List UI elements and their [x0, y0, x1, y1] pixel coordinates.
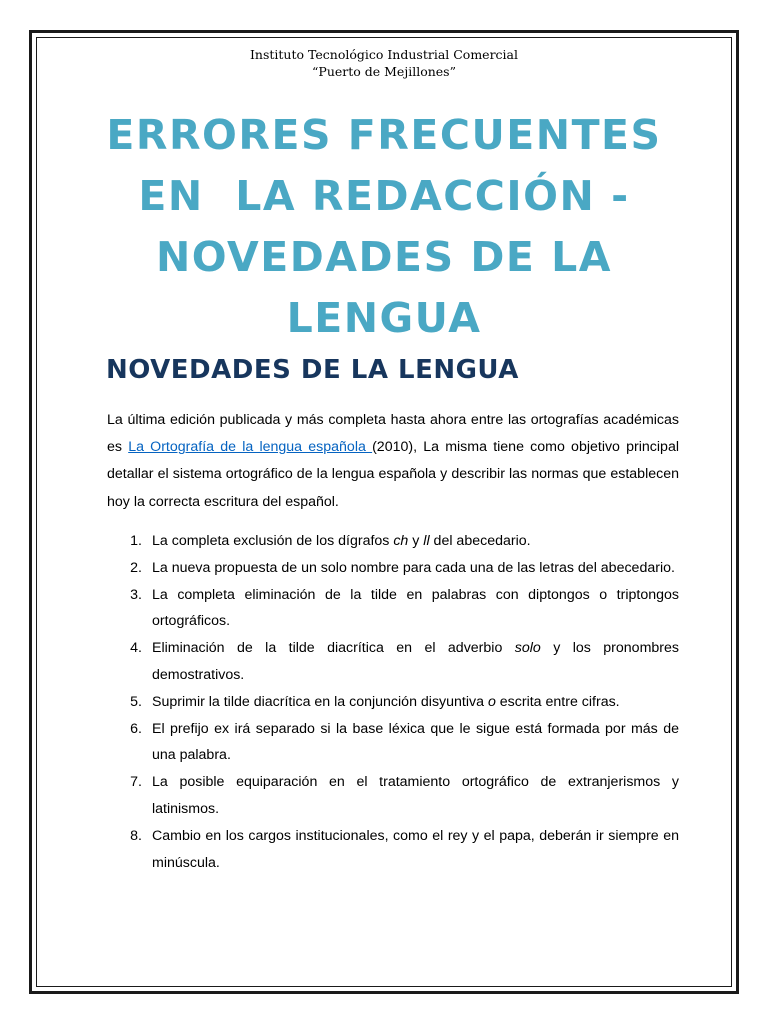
- item-text: La nueva propuesta de un solo nombre para cada una de las letras del abecedario.: [152, 559, 675, 576]
- item-text: Cambio en los cargos institucionales, como el rey y el papa, deberán ir siempre en minúscula.: [152, 827, 679, 871]
- document-title: [80, 105, 688, 349]
- item-number: 2.: [130, 559, 142, 576]
- item-emphasis: ll: [423, 533, 430, 549]
- intro-text: La última edición publicada y más completa hasta ahora entre las ortografías académicas es: [107, 412, 679, 456]
- item-emphasis: ch: [393, 533, 409, 549]
- list-item: [107, 555, 679, 582]
- item-text: Eliminación de la tilde diacrítica en el adverbio: [152, 640, 515, 657]
- item-emphasis: solo: [514, 640, 541, 657]
- item-text: La completa exclusión de los dígrafos: [152, 533, 394, 549]
- intro-paragraph: [107, 407, 679, 516]
- item-emphasis: o: [487, 693, 496, 710]
- title-line: EN LA REDACCIÓN -: [138, 172, 630, 220]
- list-item: [107, 582, 679, 636]
- novelties-list: [107, 528, 679, 876]
- title-line: ERRORES FRECUENTES: [106, 111, 662, 159]
- item-text: Suprimir la tilde diacrítica en la conjunción disyuntiva: [152, 693, 488, 710]
- item-text: escrita entre cifras.: [495, 693, 620, 710]
- list-item: [107, 823, 679, 877]
- intro-text: (2010), La misma tiene como objetivo principal detallar el sistema ortográfico de la lengua española y describir las normas que establecen hoy la correcta escritura del español.: [107, 439, 679, 510]
- item-number: 1.: [130, 533, 142, 549]
- item-text: La posible equiparación en el tratamiento ortográfico de extranjerismos y latinismos.: [152, 774, 679, 817]
- item-text: y los pronombres demostrativos.: [152, 640, 679, 683]
- item-number: 8.: [130, 827, 142, 844]
- list-item: [107, 635, 679, 689]
- item-text: El prefijo ex irá separado si la base léxica que le sigue está formada por más de una palabra.: [152, 720, 679, 764]
- item-number: 6.: [130, 720, 142, 737]
- school-name: “Puerto de Mejillones”: [312, 64, 456, 79]
- item-number: 3.: [130, 586, 142, 603]
- list-item: [107, 528, 679, 555]
- item-text: del abecedario.: [429, 533, 531, 549]
- item-text: y: [408, 533, 424, 549]
- item-number: 5.: [130, 693, 142, 710]
- document-header: [0, 46, 768, 80]
- list-item: [107, 769, 679, 823]
- list-item: [107, 689, 679, 716]
- list-item: [107, 716, 679, 770]
- item-text: La completa eliminación de la tilde en palabras con diptongos o triptongos ortográficos.: [152, 586, 679, 630]
- title-line: NOVEDADES DE LA: [155, 233, 613, 281]
- title-line: LENGUA: [286, 294, 482, 342]
- section-heading: NOVEDADES DE LA LENGUA: [106, 355, 519, 385]
- institution-name: Instituto Tecnológico Industrial Comercial: [249, 47, 519, 62]
- item-number: 7.: [130, 774, 142, 791]
- item-number: 4.: [130, 640, 142, 657]
- ortografia-link[interactable]: La Ortografía de la lengua española: [128, 439, 373, 456]
